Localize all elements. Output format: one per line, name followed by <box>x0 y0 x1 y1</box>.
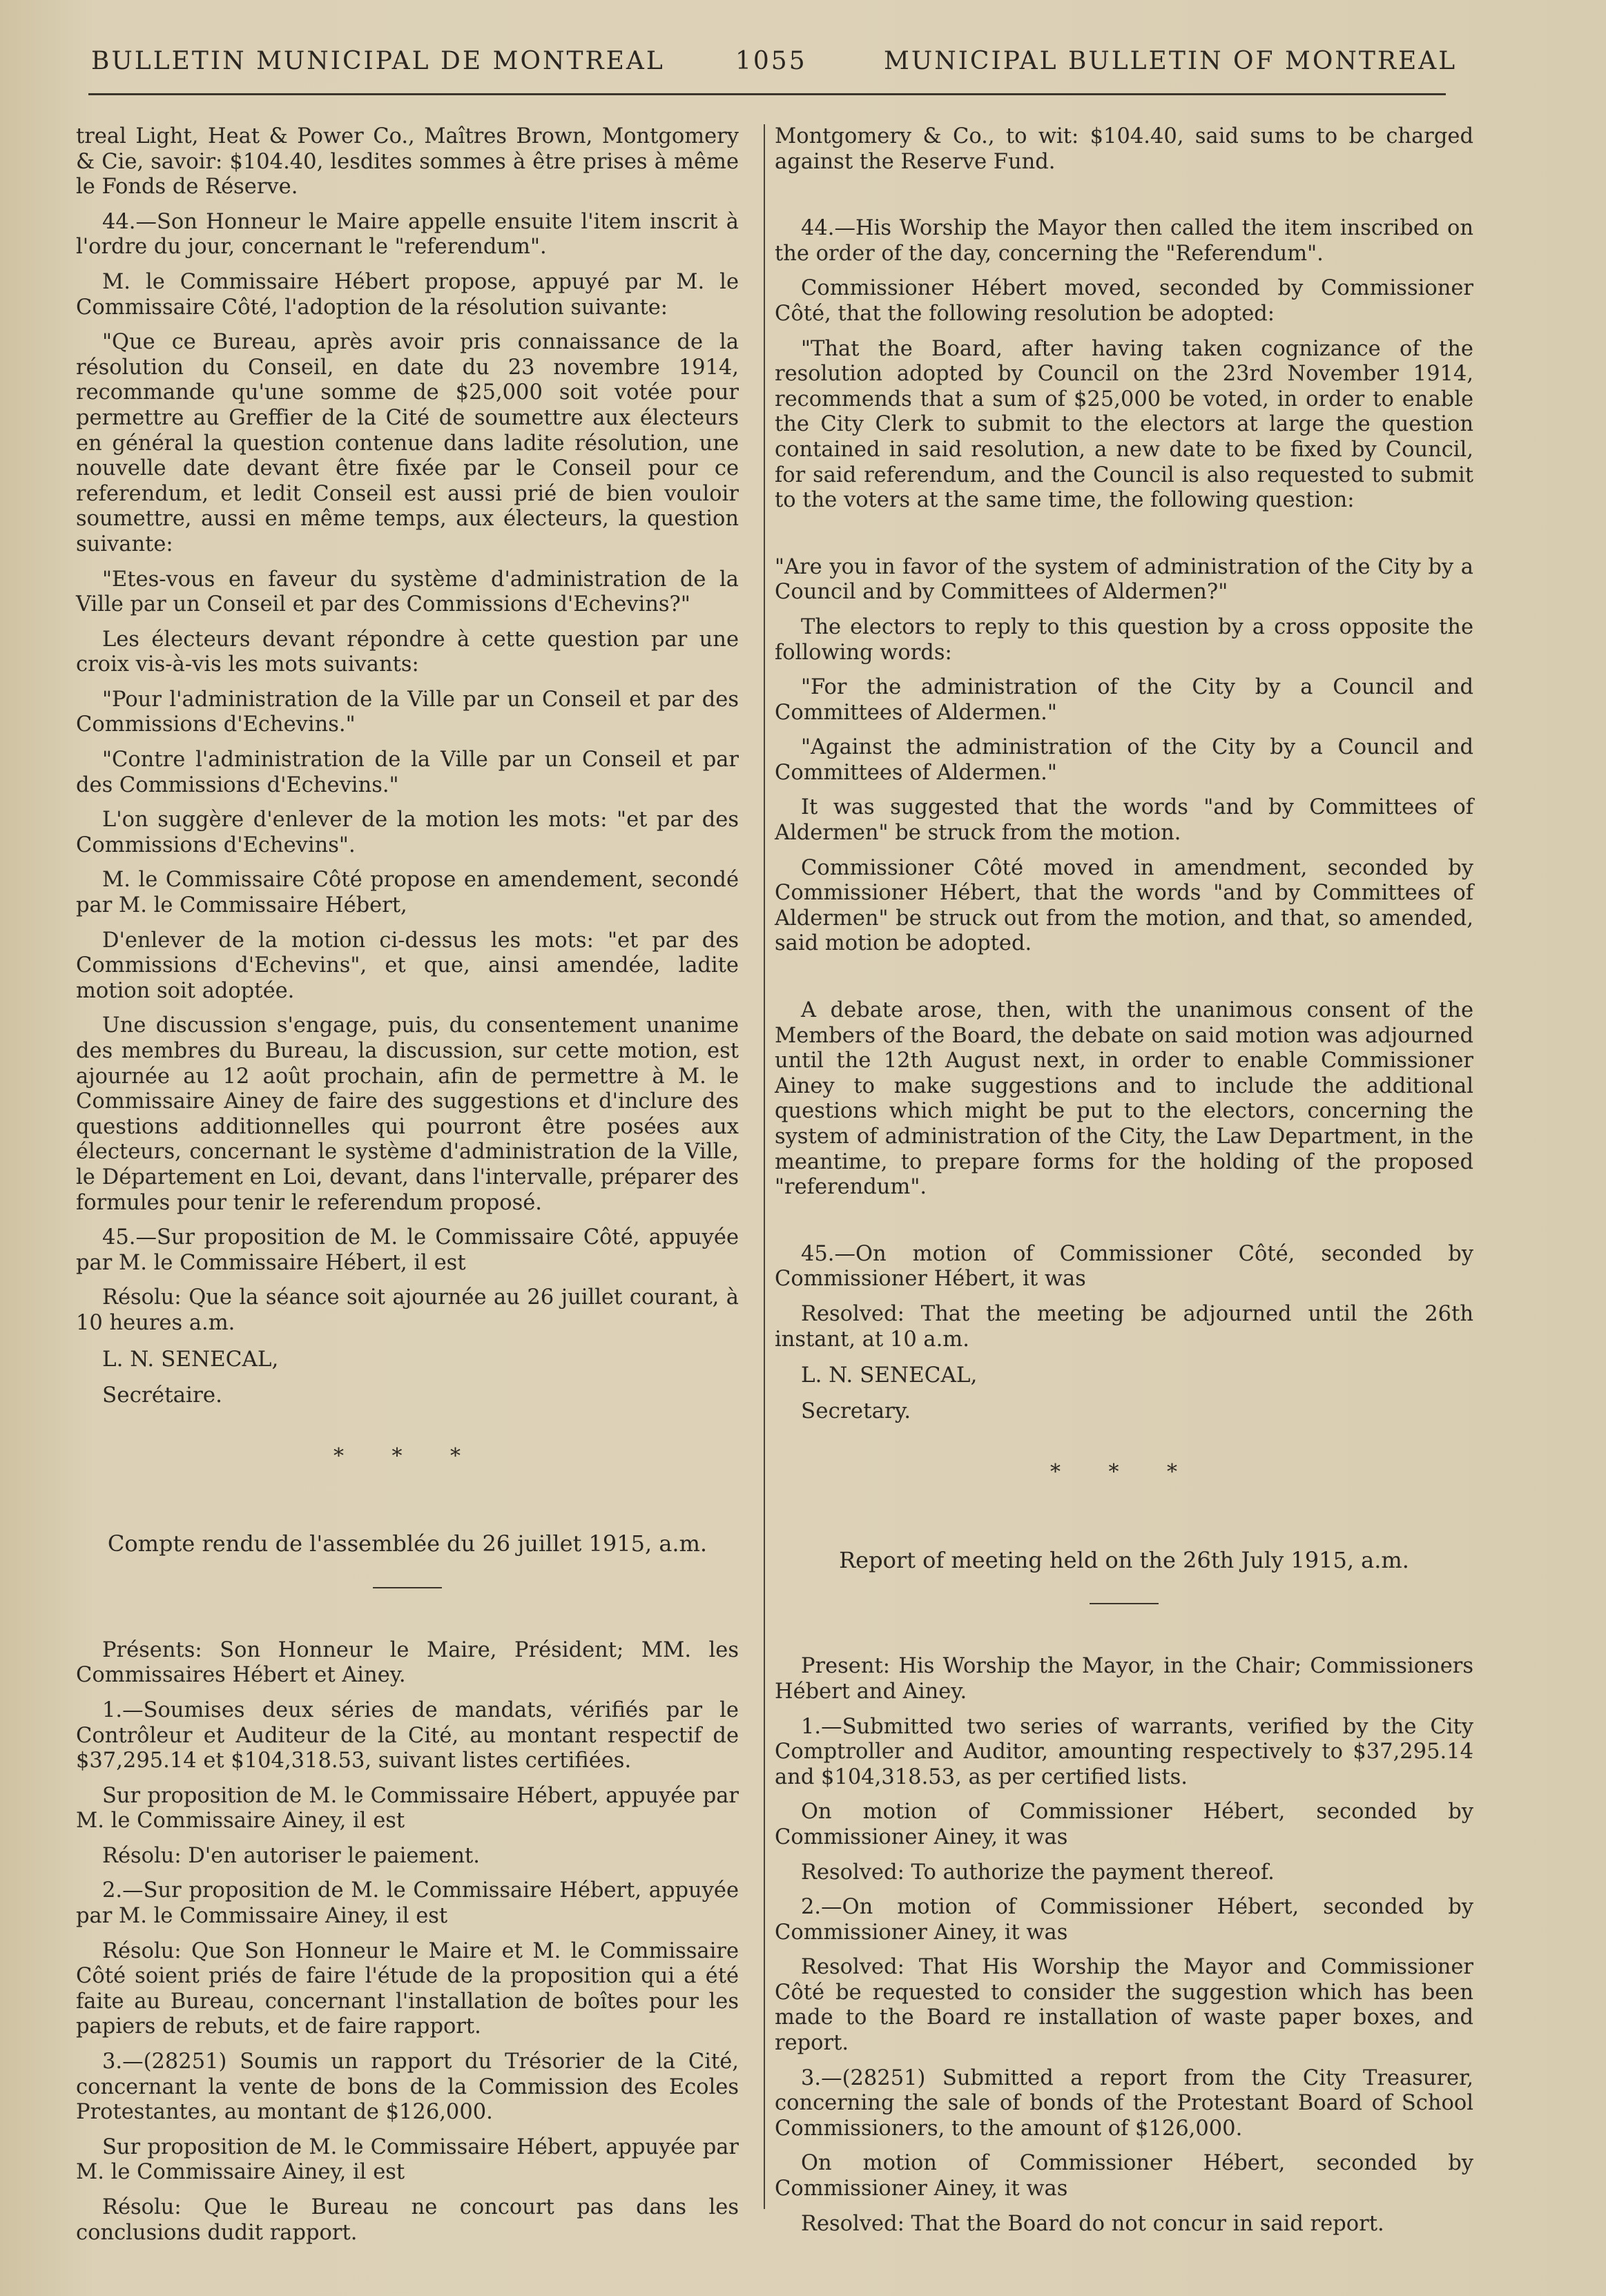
paragraph: The electors to reply to this question by a cross opposite the following words: <box>775 614 1473 665</box>
paragraph: On motion of Commissioner Hébert, seconded by Commissioner Ainey, it was <box>775 2151 1473 2201</box>
header-title-english: MUNICIPAL BULLETIN OF MONTREAL <box>884 47 1458 75</box>
paragraph: "Que ce Bureau, après avoir pris connaissance de la résolution du Conseil, en date du 23 novembre 1914, recommande qu'une somme de $25,000 soit votée pour permettre au Greffier de la Cité de soumettre aux électeurs en général la question contenue dans ladite résolution, une nouvelle date devant être fixée par le Conseil pour ce referendum, et ledit Conseil est aussi prié de bien vouloir soumettre, aussi en même temps, aux électeurs, la question suivante: <box>76 330 739 556</box>
paragraph: 3.—(28251) Soumis un rapport du Trésorier de la Cité, concernant la vente de bons de la Commission des Ecoles Protestantes, au montant de $126,000. <box>76 2050 739 2125</box>
signature-title: Secrétaire. <box>102 1382 222 1408</box>
paragraph: 45.—On motion of Commissioner Côté, seconded by Commissioner Hébert, it was <box>775 1241 1473 1292</box>
french-column <box>76 124 739 2255</box>
paragraph: "Pour l'administration de la Ville par un Conseil et par des Commissions d'Echevins." <box>76 687 739 737</box>
paragraph: M. le Commissaire Hébert propose, appuyé par M. le Commissaire Côté, l'adoption de la résolution suivante: <box>76 269 739 320</box>
paragraph: Résolu: Que le Bureau ne concourt pas dans les conclusions dudit rapport. <box>76 2195 739 2245</box>
paragraph: Commissioner Hébert moved, seconded by Commissioner Côté, that the following resolution be adopted: <box>775 276 1473 326</box>
paragraph: "Are you in favor of the system of administration of the City by a Council and by Committees of Aldermen?" <box>775 554 1473 605</box>
section-separator: * * * <box>333 1443 482 1468</box>
paragraph: treal Light, Heat & Power Co., Maîtres Brown, Montgomery & Cie, savoir: $104.40, lesdites sommes à être prises à même le Fonds de Réserve. <box>76 124 739 200</box>
paragraph: Resolved: That the Board do not concur in said report. <box>801 2211 1384 2236</box>
paragraph: Resolved: To authorize the payment thereof. <box>801 1860 1275 1885</box>
signature-name: L. N. SENECAL, <box>102 1346 279 1372</box>
paragraph: "That the Board, after having taken cognizance of the resolution adopted by Council on the 23rd November 1914, recommends that a sum of $25,000 be voted, in order to enable the City Clerk to submit to the electors at large the question contained in said resolution, a new date to be fixed by Council, for said referendum, and the Council is also requested to submit to the voters at the same time, the following question: <box>775 336 1473 513</box>
paragraph: Résolu: Que Son Honneur le Maire et M. le Commissaire Côté soient priés de faire l'étude de la proposition qui a été faite au Bureau, concernant l'installation de boîtes pour les papiers de rebuts, et de faire rapport. <box>76 1938 739 2039</box>
paragraph: Résolu: Que la séance soit ajournée au 26 juillet courant, à 10 heures a.m. <box>76 1285 739 1335</box>
section-separator: * * * <box>1049 1460 1199 1485</box>
paragraph: Une discussion s'engage, puis, du consentement unanime des membres du Bureau, la discussion, sur cette motion, est ajournée au 12 août prochain, afin de permettre à M. le Commissaire Ainey de faire des suggestions et d'inclure des questions additionnelles qui pourront être posées aux électeurs, concernant le système d'administration de la Ville, le Département en Loi, devant, dans l'intervalle, préparer des formules pour tenir le referendum proposé. <box>76 1013 739 1215</box>
english-column <box>775 124 1473 2246</box>
header-title-french: BULLETIN MUNICIPAL DE MONTREAL <box>91 47 665 75</box>
column-divider <box>764 124 765 2209</box>
paragraph: "For the administration of the City by a Council and Committees of Aldermen." <box>775 675 1473 725</box>
paragraph: Present: His Worship the Mayor, in the Chair; Commissioners Hébert and Ainey. <box>775 1654 1473 1704</box>
page-number: 1055 <box>735 47 807 75</box>
paragraph: Resolved: That His Worship the Mayor and Commissioner Côté be requested to consider the suggestion which has been made to the Board re installation of waste paper boxes, and report. <box>775 1955 1473 2056</box>
paragraph: 2.—Sur proposition de M. le Commissaire Hébert, appuyée par M. le Commissaire Ainey, il est <box>76 1878 739 1929</box>
paragraph: Montgomery & Co., to wit: $104.40, said sums to be charged against the Reserve Fund. <box>775 124 1473 174</box>
paragraph: 1.—Soumises deux séries de mandats, vérifiés par le Contrôleur et Auditeur de la Cité, au montant respectif de $37,295.14 et $104,318.53, suivant listes certifiées. <box>76 1697 739 1773</box>
paragraph: Sur proposition de M. le Commissaire Hébert, appuyée par M. le Commissaire Ainey, il est <box>76 1783 739 1833</box>
paragraph: 3.—(28251) Submitted a report from the City Treasurer, concerning the sale of bonds of the Protestant Board of School Commissioners, to the amount of $126,000. <box>775 2065 1473 2141</box>
title-rule <box>1090 1603 1159 1604</box>
paragraph: Les électeurs devant répondre à cette question par une croix vis-à-vis les mots suivants: <box>76 627 739 677</box>
paragraph: 2.—On motion of Commissioner Hébert, seconded by Commissioner Ainey, it was <box>775 1895 1473 1945</box>
paragraph: Sur proposition de M. le Commissaire Hébert, appuyée par M. le Commissaire Ainey, il est <box>76 2134 739 2185</box>
paragraph: 45.—Sur proposition de M. le Commissaire Côté, appuyée par M. le Commissaire Hébert, il est <box>76 1225 739 1275</box>
paragraph: Resolved: That the meeting be adjourned until the 26th instant, at 10 a.m. <box>775 1301 1473 1352</box>
title-rule <box>373 1587 442 1588</box>
header-rule <box>88 93 1446 95</box>
paragraph: It was suggested that the words "and by Committees of Aldermen" be struck from the motion. <box>775 795 1473 846</box>
paragraph: M. le Commissaire Côté propose en amendement, secondé par M. le Commissaire Hébert, <box>76 868 739 918</box>
paragraph: 44.—Son Honneur le Maire appelle ensuite l'item inscrit à l'ordre du jour, concernant le "referendum". <box>76 209 739 260</box>
signature-name: L. N. SENECAL, <box>801 1363 978 1388</box>
paragraph: L'on suggère d'enlever de la motion les mots: "et par des Commissions d'Echevins". <box>76 808 739 857</box>
paragraph: "Contre l'administration de la Ville par un Conseil et par des Commissions d'Echevins." <box>76 748 739 797</box>
paragraph: Présents: Son Honneur le Maire, Président; MM. les Commissaires Hébert et Ainey. <box>76 1637 739 1688</box>
paragraph: 44.—His Worship the Mayor then called the item inscribed on the order of the day, concerning the "Referendum". <box>775 216 1473 266</box>
paragraph: Résolu: D'en autoriser le paiement. <box>102 1843 480 1868</box>
paragraph: Commissioner Côté moved in amendment, seconded by Commissioner Hébert, that the words "and by Committees of Aldermen" be struck out from the motion, and that, so amended, said motion be adopted. <box>775 855 1473 956</box>
paragraph: 1.—Submitted two series of warrants, verified by the City Comptroller and Auditor, amounting respectively to $37,295.14 and $104,318.53, as per certified lists. <box>775 1714 1473 1789</box>
paragraph: "Against the administration of the City by a Council and Committees of Aldermen." <box>775 735 1473 785</box>
paragraph: On motion of Commissioner Hébert, seconded by Commissioner Ainey, it was <box>775 1800 1473 1849</box>
report-title: Report of meeting held on the 26th July 1915, a.m. <box>839 1546 1409 1573</box>
signature-title: Secretary. <box>801 1399 911 1424</box>
paragraph: A debate arose, then, with the unanimous consent of the Members of the Board, the debate on said motion was adjourned until the 12th August next, in order to enable Commissioner Ainey to make suggestions and to include the additional questions which might be put to the electors, concerning the system of administration of the City, the Law Department, in the meantime, to prepare forms for the holding of the proposed "referendum". <box>775 998 1473 1200</box>
paragraph: "Etes-vous en faveur du système d'administration de la Ville par un Conseil et par des Commissions d'Echevins?" <box>76 567 739 617</box>
page-header <box>90 41 1458 83</box>
report-title: Compte rendu de l'assemblée du 26 juillet 1915, a.m. <box>107 1530 708 1557</box>
paragraph: D'enlever de la motion ci-dessus les mots: "et par des Commissions d'Echevins", et que, ainsi amendée, ladite motion soit adoptée. <box>76 928 739 1003</box>
